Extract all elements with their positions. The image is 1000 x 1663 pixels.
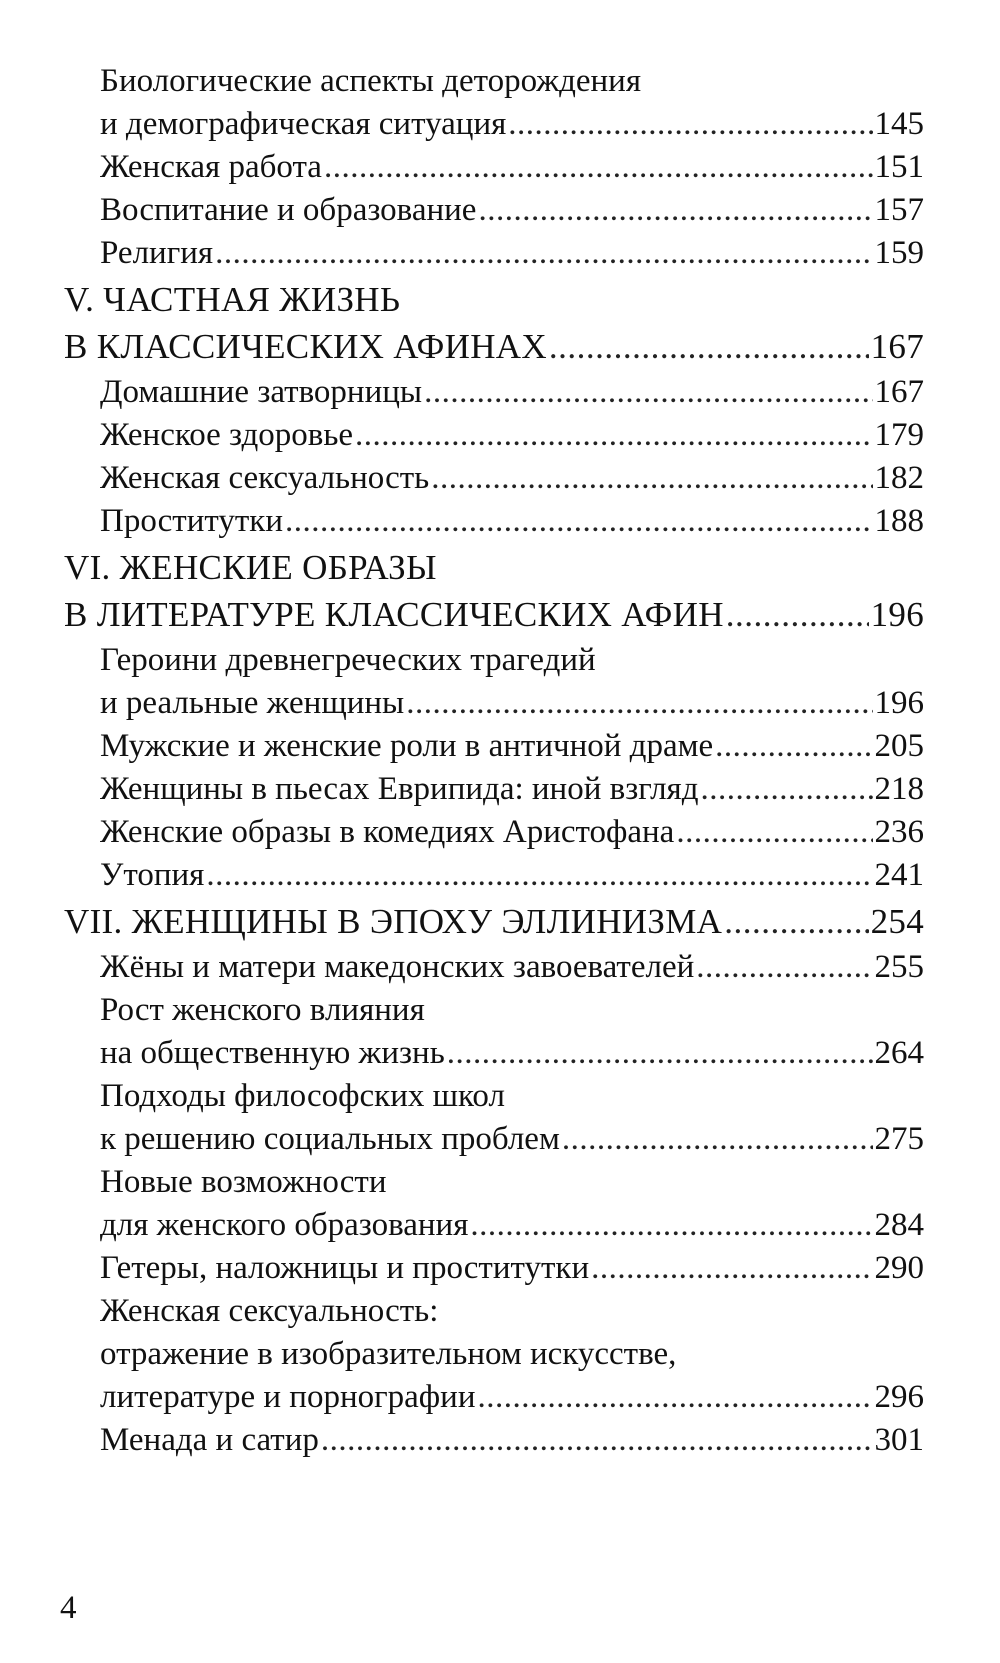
dot-leader bbox=[431, 457, 872, 500]
dot-leader bbox=[424, 371, 872, 414]
entry-page-number: 241 bbox=[874, 857, 924, 893]
dot-leader bbox=[321, 1419, 873, 1462]
dot-leader bbox=[676, 811, 872, 854]
entry-title: VII. ЖЕНЩИНЫ В ЭПОХУ ЭЛЛИНИЗМА bbox=[64, 902, 723, 941]
table-of-contents bbox=[64, 60, 924, 1462]
toc-entry bbox=[100, 1419, 924, 1462]
entry-page-number: 196 bbox=[870, 595, 924, 634]
section-list bbox=[100, 60, 924, 275]
toc-entry bbox=[100, 1161, 924, 1204]
section-list bbox=[100, 946, 924, 1462]
toc-entry bbox=[100, 146, 924, 189]
page-number: 4 bbox=[60, 1590, 77, 1626]
toc-entry bbox=[100, 1118, 924, 1161]
entry-title: VI. ЖЕНСКИЕ ОБРАЗЫ bbox=[64, 548, 437, 587]
entry-page-number: 254 bbox=[870, 902, 924, 941]
dot-leader bbox=[324, 146, 873, 189]
chapter-line bbox=[64, 591, 924, 638]
toc-entry bbox=[100, 1204, 924, 1247]
dot-leader bbox=[549, 323, 869, 370]
entry-page-number: 255 bbox=[874, 949, 924, 985]
entry-title: Проститутки bbox=[100, 503, 283, 539]
entry-page-number: 301 bbox=[874, 1422, 924, 1458]
entry-page-number: 182 bbox=[874, 460, 924, 496]
entry-page-number: 167 bbox=[870, 327, 924, 366]
entry-page-number: 275 bbox=[874, 1121, 924, 1157]
entry-title: Домашние затворницы bbox=[100, 374, 423, 410]
entry-page-number: 196 bbox=[874, 685, 924, 721]
dot-leader bbox=[726, 591, 869, 638]
toc-entry bbox=[100, 946, 924, 989]
entry-title: Женские образы в комедиях Аристофана bbox=[100, 814, 675, 850]
toc-entry bbox=[100, 189, 924, 232]
dot-leader bbox=[285, 500, 873, 543]
toc-entry bbox=[100, 1032, 924, 1075]
toc-entry bbox=[100, 811, 924, 854]
entry-title: В КЛАССИЧЕСКИХ АФИНАХ bbox=[64, 327, 547, 366]
section-list bbox=[100, 639, 924, 897]
dot-leader bbox=[508, 103, 872, 146]
dot-leader bbox=[562, 1118, 873, 1161]
entry-title: и демографическая ситуация bbox=[100, 106, 507, 142]
dot-leader bbox=[696, 946, 872, 989]
entry-title: Мужские и женские роли в античной драме bbox=[100, 728, 714, 764]
toc-entry bbox=[100, 768, 924, 811]
entry-page-number: 167 bbox=[874, 374, 924, 410]
entry-page-number: 188 bbox=[874, 503, 924, 539]
dot-leader bbox=[724, 898, 868, 945]
toc-entry bbox=[100, 989, 924, 1032]
dot-leader bbox=[478, 1376, 873, 1419]
chapter-line bbox=[64, 544, 924, 591]
entry-page-number: 264 bbox=[874, 1035, 924, 1071]
toc-entry bbox=[100, 371, 924, 414]
dot-leader bbox=[355, 414, 872, 457]
entry-title: Женская работа bbox=[100, 149, 322, 185]
toc-entry bbox=[100, 414, 924, 457]
entry-title: Жёны и матери македонских завоевателей bbox=[100, 949, 695, 985]
entry-title: для женского образования bbox=[100, 1207, 469, 1243]
entry-page-number: 218 bbox=[874, 771, 924, 807]
entry-title: Женская сексуальность: bbox=[100, 1293, 439, 1329]
toc-entry bbox=[100, 639, 924, 682]
chapter-line bbox=[64, 898, 924, 945]
dot-leader bbox=[215, 232, 872, 275]
entry-title: на общественную жизнь bbox=[100, 1035, 445, 1071]
entry-title: В ЛИТЕРАТУРЕ КЛАССИЧЕСКИХ АФИН bbox=[64, 595, 724, 634]
entry-page-number: 236 bbox=[874, 814, 924, 850]
entry-title: отражение в изобразительном искусстве, bbox=[100, 1336, 677, 1372]
entry-title: Подходы философских школ bbox=[100, 1078, 505, 1114]
toc-entry bbox=[100, 1290, 924, 1333]
entry-page-number: 284 bbox=[874, 1207, 924, 1243]
entry-page-number: 159 bbox=[874, 235, 924, 271]
entry-title: литературе и порнографии bbox=[100, 1379, 476, 1415]
entry-title: и реальные женщины bbox=[100, 685, 405, 721]
entry-page-number: 145 bbox=[874, 106, 924, 142]
entry-title: Гетеры, наложницы и проститутки bbox=[100, 1250, 590, 1286]
dot-leader bbox=[470, 1204, 872, 1247]
entry-page-number: 205 bbox=[874, 728, 924, 764]
toc-entry bbox=[100, 232, 924, 275]
chapter-line bbox=[64, 276, 924, 323]
dot-leader bbox=[591, 1247, 872, 1290]
entry-title: Новые возможности bbox=[100, 1164, 387, 1200]
toc-entry bbox=[100, 500, 924, 543]
dot-leader bbox=[447, 1032, 873, 1075]
toc-entry bbox=[100, 1075, 924, 1118]
entry-title: Религия bbox=[100, 235, 214, 271]
toc-entry bbox=[100, 1376, 924, 1419]
toc-entry bbox=[100, 1333, 924, 1376]
dot-leader bbox=[701, 768, 873, 811]
entry-title: Женская сексуальность bbox=[100, 460, 430, 496]
toc-entry bbox=[100, 854, 924, 897]
toc-entry bbox=[100, 725, 924, 768]
entry-title: Героини древнегреческих трагедий bbox=[100, 642, 596, 678]
entry-page-number: 296 bbox=[874, 1379, 924, 1415]
entry-title: Рост женского влияния bbox=[100, 992, 425, 1028]
entry-title: Менада и сатир bbox=[100, 1422, 319, 1458]
entry-title: Воспитание и образование bbox=[100, 192, 477, 228]
toc-entry bbox=[100, 60, 924, 103]
chapter-line bbox=[64, 323, 924, 370]
dot-leader bbox=[715, 725, 872, 768]
dot-leader bbox=[478, 189, 872, 232]
dot-leader bbox=[206, 854, 872, 897]
toc-entry bbox=[100, 103, 924, 146]
chapter-heading bbox=[64, 544, 924, 638]
toc-entry bbox=[100, 457, 924, 500]
entry-page-number: 151 bbox=[874, 149, 924, 185]
toc-entry bbox=[100, 682, 924, 725]
entry-title: Женщины в пьесах Еврипида: иной взгляд bbox=[100, 771, 699, 807]
dot-leader bbox=[406, 682, 872, 725]
chapter-heading bbox=[64, 898, 924, 945]
entry-page-number: 179 bbox=[874, 417, 924, 453]
toc-entry bbox=[100, 1247, 924, 1290]
entry-title: V. ЧАСТНАЯ ЖИЗНЬ bbox=[64, 280, 401, 319]
chapter-heading bbox=[64, 276, 924, 370]
entry-title: Утопия bbox=[100, 857, 205, 893]
entry-title: к решению социальных проблем bbox=[100, 1121, 560, 1157]
entry-page-number: 157 bbox=[874, 192, 924, 228]
entry-page-number: 290 bbox=[874, 1250, 924, 1286]
entry-title: Биологические аспекты деторождения bbox=[100, 63, 642, 99]
entry-title: Женское здоровье bbox=[100, 417, 354, 453]
section-list bbox=[100, 371, 924, 543]
